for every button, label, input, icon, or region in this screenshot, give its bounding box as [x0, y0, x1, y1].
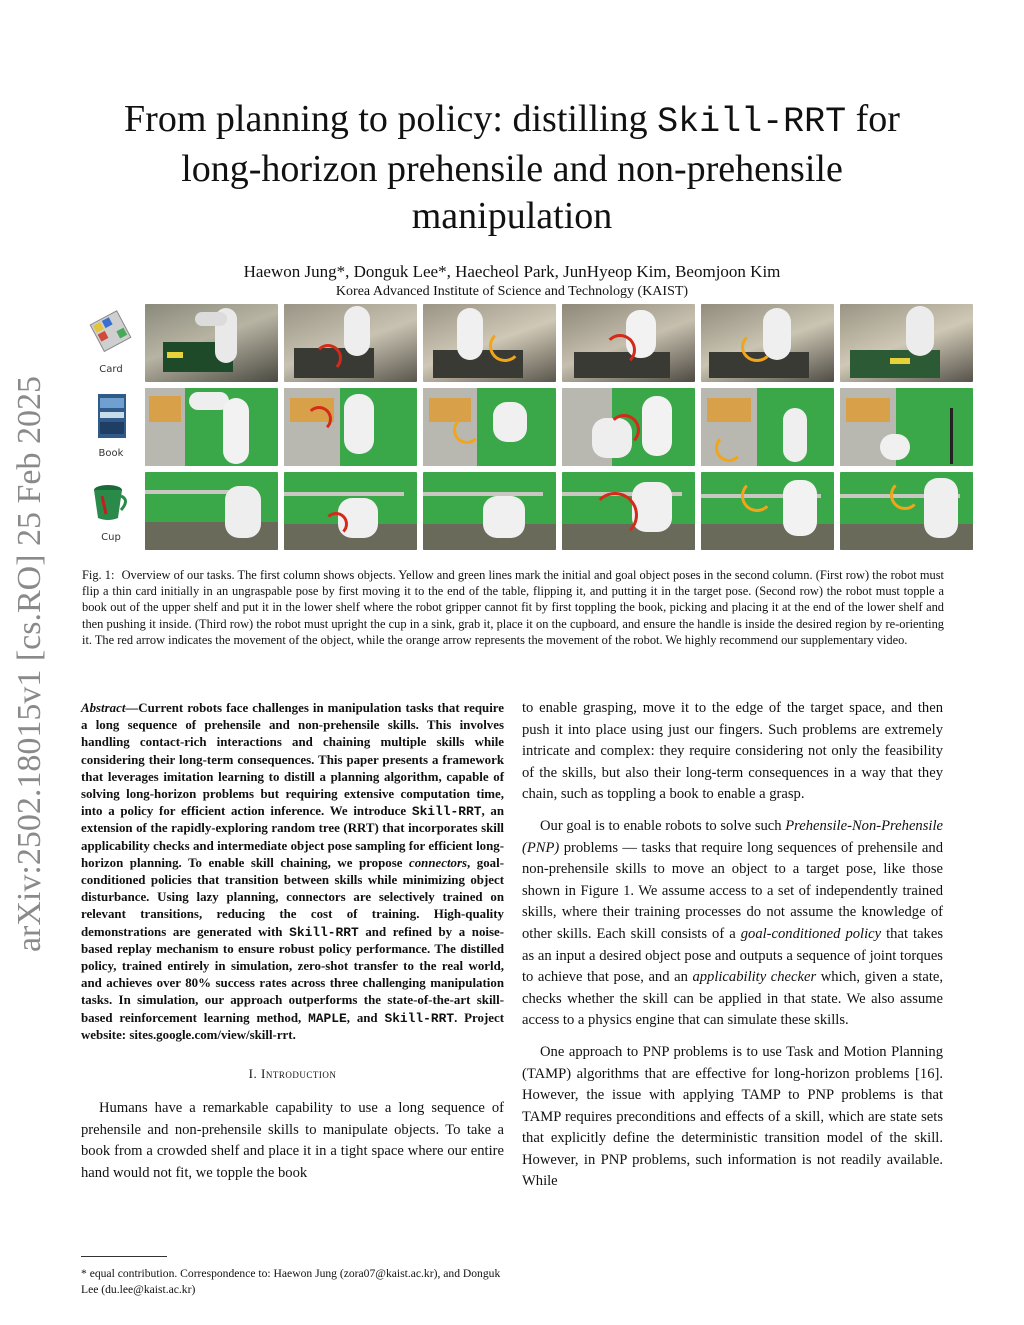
intro-p2-em-pnp: Prehensile-Non-Prehensile (PNP): [522, 817, 943, 856]
abstract-text-1: Current robots face challenges in manipulation tasks that require a long sequence of prehensile and non-prehensile skills. This involves handling contact-rich interactions and chaining multiple skills while considering their long-term consequences. This paper presents a framework that leverages imitation learning to distill a planning algorithm, capable of solving long-horizon problems but requiring extensive computation time, into a policy for efficient action inference. We introduce: [81, 701, 504, 819]
book-frame-3: [423, 388, 556, 466]
intro-paragraph-1-continued: to enable grasping, move it to the edge of the target space, and then push it into place using just our fingers. Such problems are extremely intricate and complex: they require considering not only the feasibility of the skills, but also their long-term consequences in a way that they chain, such as toppling a book to enable a grasp.: [522, 700, 943, 803]
left-column: [81, 700, 504, 1185]
book-frame-2: [284, 388, 417, 466]
object-label-cup: Cup: [101, 532, 121, 543]
figure-1: [82, 304, 944, 562]
card-frame-3: [423, 304, 556, 382]
intro-p2-em-checker: applicability checker: [692, 969, 817, 986]
abstract-label: Abstract: [81, 701, 126, 715]
figure-caption-label: Fig. 1:: [82, 568, 115, 582]
intro-paragraph-3: One approach to PNP problems is to use Task and Motion Planning (TAMP) algorithms that are effective for long-horizon problems [16]. However, the issue with applying TAMP to PNP problems is that TAMP requires preconditions and effects of a skill, which are state sets that explicitly define the deterministic transition model of the skill. However, in PNP problems, such information is not readily available. While: [522, 1043, 943, 1190]
cup-frame-4: [562, 472, 695, 550]
card-frame-2: [284, 304, 417, 382]
figure-caption-text: Overview of our tasks. The first column shows objects. Yellow and green lines mark the initial and goal object poses in the second column. (First row) the robot must flip a thin card initially in an ungraspable pose by first moving it to the end of the table, flipping it, and putting it in the target pose. (Second row) the robot must topple a book out of the upper shelf and put it in the lower shelf where the robot gripper cannot fit by first toppling the book, picking and placing it at the end of the lower shelf and then pushing it inside. (Third row) the robot must upright the cup in a sink, grab it, place it on the cupboard, and ensure the handle is inside the desired region by re-orienting it. The red arrow indicates the movement of the object, while the orange arrow represents the movement of the robot. We highly recommend our supplementary video.: [82, 568, 944, 647]
footnote: * equal contribution. Correspondence to: Haewon Jung (zora07@kaist.ac.kr), and Donguk Lee (du.lee@kaist.ac.kr): [81, 1267, 501, 1296]
card-object-image: [88, 306, 134, 360]
object-cell-book: [82, 388, 140, 466]
object-label-book: Book: [98, 448, 124, 459]
abstract-mono-2: Skill-RRT: [289, 924, 359, 940]
abstract-dash: —: [125, 701, 139, 715]
section-heading-introduction: [81, 1064, 504, 1084]
abstract-mono-4: Skill-RRT: [384, 1010, 455, 1026]
intro-p2-text-c: that takes as an input a desired object pose and outputs a sequence of joint torques to achieve that pose, and an: [522, 925, 944, 986]
abstract-text-6: . Project website: sites.google.com/view/skill-rrt.: [81, 1010, 504, 1042]
title-part1: From planning to policy: distilling: [124, 98, 658, 140]
abstract-text-5: , and: [346, 1010, 385, 1025]
abstract-mono-1: Skill-RRT: [411, 804, 482, 820]
object-cell-cup: [82, 472, 140, 550]
figure-row-card: [82, 304, 944, 382]
intro-p2-text-b: problems — tasks that require long sequences of prehensile and non-prehensile skills to move an object to a target pose, like those shown in Figure 1. We assume access to a set of independently trained skills, where their training processes do not assume the knowledge of other skills. Each skill consists of a: [522, 839, 943, 942]
paper-title: [80, 96, 944, 240]
cup-frame-2: [284, 472, 417, 550]
cup-object-image: [88, 474, 134, 528]
section-title: Introduction: [261, 1066, 337, 1082]
intro-p2-text-d: which, given a state, checks whether the skill can be applied in that state. We also assume access to a physics engine that can simulate these skills.: [522, 969, 944, 1029]
abstract-em-1: connectors: [409, 855, 468, 870]
abstract-text-4: and refined by a noise-based replay mechanism to ensure robust policy performance. The distilled policy, trained entirely in simulation, zero-shot transfer to the real world, and achieves over 80% success rates across three challenging manipulation tasks. In simulation, our approach outperforms the state-of-the-art skill-based reinforcement learning method,: [81, 924, 504, 1025]
cup-frame-1: [145, 472, 278, 550]
arxiv-side-stamp: arXiv:2502.18015v1 [cs.RO] 25 Feb 2025: [11, 375, 48, 953]
intro-paragraph-1: Humans have a remarkable capability to use a long sequence of prehensile and non-prehensile skills to manipulate objects. To take a book from a crowded shelf and place it in a tight space where our entire hand would not fit, we topple the book: [81, 1100, 504, 1182]
object-cell-card: [82, 304, 140, 382]
abstract-text-2: , an extension of the rapidly-exploring random tree (RRT) that incorporates skill applicability checks and intermediate object pose sampling for efficient long-horizon planning. To enable skill chaining, we propose: [81, 804, 505, 870]
intro-paragraph-2: [522, 816, 943, 1032]
card-frame-6: [840, 304, 973, 382]
section-number: I.: [248, 1066, 258, 1082]
cup-frame-6: [840, 472, 973, 550]
title-mono: Skill-RRT: [657, 102, 847, 142]
book-frame-6: [840, 388, 973, 466]
affiliation: Korea Advanced Institute of Science and Technology (KAIST): [335, 284, 689, 299]
book-object-image: [88, 390, 134, 444]
book-frame-5: [701, 388, 834, 466]
cup-frame-5: [701, 472, 834, 550]
figure-caption: [82, 567, 944, 648]
cup-frame-3: [423, 472, 556, 550]
abstract-mono-3: MAPLE: [308, 1010, 347, 1026]
figure-row-cup: [82, 472, 944, 550]
card-frame-5: [701, 304, 834, 382]
intro-p2-em-policy: goal-conditioned policy: [740, 925, 882, 942]
figure-row-book: [82, 388, 944, 466]
card-frame-4: [562, 304, 695, 382]
right-column: [522, 698, 943, 1193]
abstract-text-3: , goal-conditioned policies that transition between skills while minimizing object disturbance. Using lazy planning, connectors are selectively trained on relevant transitions, reducing the cost of training. High-quality demonstrations are generated with: [81, 855, 505, 939]
abstract: [81, 700, 504, 1044]
card-frame-1: [145, 304, 278, 382]
object-label-card: Card: [99, 364, 123, 375]
title-part2: for long-horizon prehensile and non-prehensile manipulation: [181, 98, 900, 237]
book-frame-4: [562, 388, 695, 466]
footnote-rule: [81, 1256, 167, 1257]
book-frame-1: [145, 388, 278, 466]
author-list: Haewon Jung*, Donguk Lee*, Haecheol Park, JunHyeop Kim, Beomjoon Kim: [243, 262, 781, 281]
intro-p2-text-a: Our goal is to enable robots to solve such: [540, 817, 786, 834]
